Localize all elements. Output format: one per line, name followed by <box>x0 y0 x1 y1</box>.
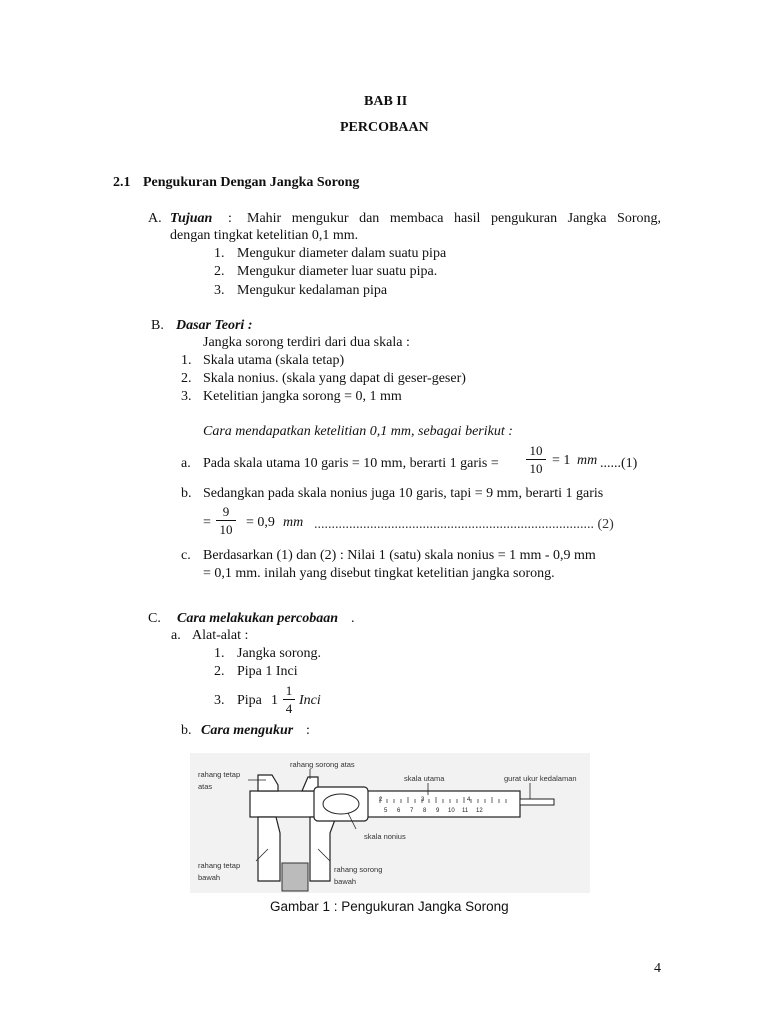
method-c-letter: c. <box>181 548 191 563</box>
alat-item-num: 3. <box>214 693 225 708</box>
label-skala-nonius: skala nonius <box>364 832 406 841</box>
fine-number: 7 <box>410 808 414 814</box>
alat-item-text: Pipa <box>237 693 262 708</box>
section-number: 2.1 <box>113 175 131 190</box>
nonius-window <box>323 794 359 814</box>
method-title: Cara mendapatkan ketelitian 0,1 mm, sebagai berikut : <box>203 424 513 439</box>
scale-number: 4 <box>467 797 471 803</box>
teori-item-num: 1. <box>181 353 192 368</box>
fine-number: 8 <box>423 808 427 814</box>
depth-rod <box>520 799 554 805</box>
method-a-letter: a. <box>181 456 191 471</box>
fraction-numerator: 1 <box>285 683 293 698</box>
fraction-1-4 <box>283 684 295 715</box>
cara-mengukur-letter: b. <box>181 723 192 738</box>
section-title: Pengukuran Dengan Jangka Sorong <box>143 175 360 190</box>
part-a-colon: : <box>228 211 232 226</box>
fraction-bar <box>526 459 546 460</box>
tujuan-item-num: 3. <box>214 283 225 298</box>
alat-item-text: Jangka sorong. <box>237 646 321 661</box>
part-a-letter: A. <box>148 211 162 226</box>
chapter-heading: BAB II <box>364 94 408 109</box>
method-b-ref: ................................................................................ (2) <box>314 517 614 532</box>
fraction-denominator: 10 <box>219 522 233 537</box>
tujuan-item-num: 1. <box>214 246 225 261</box>
cara-mengukur-colon: : <box>306 723 310 738</box>
fine-number: 9 <box>436 808 440 814</box>
part-a-label: Tujuan <box>170 211 213 226</box>
label-rahang-tetap-atas: rahang tetap <box>198 770 241 779</box>
fraction-numerator: 9 <box>222 504 230 519</box>
label-rahang-sorong-bawah-2: bawah <box>334 877 357 886</box>
fraction-10-10 <box>526 444 546 475</box>
tujuan-item-text: Mengukur kedalaman pipa <box>237 283 388 298</box>
method-c-line1: Berdasarkan (1) dan (2) : Nilai 1 (satu) skala nonius = 1 mm - 0,9 mm <box>203 548 596 563</box>
method-a-text: Pada skala utama 10 garis = 10 mm, berarti 1 garis = <box>203 456 499 471</box>
teori-item-text: Skala nonius. (skala yang dapat di geser-geser) <box>203 371 466 386</box>
vernier-caliper-figure <box>190 753 590 893</box>
part-c-label: Cara melakukan percobaan <box>177 611 339 626</box>
tujuan-item-text: Mengukur diameter luar suatu pipa. <box>237 264 438 279</box>
label-rahang-sorong-bawah: rahang sorong <box>334 865 383 874</box>
teori-item-text: Ketelitian jangka sorong = 0, 1 mm <box>203 389 402 404</box>
label-rahang-sorong-atas: rahang sorong atas <box>290 760 355 769</box>
fixed-lower-jaw <box>258 817 280 881</box>
alat-letter: a. <box>171 628 181 643</box>
teori-item-text: Skala utama (skala tetap) <box>203 353 345 368</box>
fine-number: 10 <box>448 808 455 814</box>
scale-number: 2 <box>379 797 383 803</box>
fine-number: 11 <box>462 808 469 814</box>
label-skala-utama: skala utama <box>404 774 445 783</box>
method-b-letter: b. <box>181 486 192 501</box>
mixed-number-whole: 1 <box>271 693 278 708</box>
figure-caption: Gambar 1 : Pengukuran Jangka Sorong <box>270 899 509 914</box>
tujuan-item-num: 2. <box>214 264 225 279</box>
fraction-bar <box>216 520 236 521</box>
method-a-ref: ......(1) <box>600 456 638 471</box>
cara-mengukur-label: Cara mengukur <box>201 723 294 738</box>
fraction-denominator: 4 <box>285 701 293 716</box>
label-rahang-tetap-bawah-2: bawah <box>198 873 221 882</box>
part-b-intro: Jangka sorong terdiri dari dua skala : <box>203 335 410 350</box>
method-a-unit: mm <box>577 453 598 468</box>
method-c-line2: = 0,1 mm. inilah yang disebut tingkat ketelitian jangka sorong. <box>203 566 555 581</box>
label-gurat-ukur: gurat ukur kedalaman <box>504 774 577 783</box>
measured-object <box>282 863 308 891</box>
label-rahang-tetap-bawah: rahang tetap <box>198 861 241 870</box>
chapter-title: PERCOBAAN <box>340 120 429 135</box>
fine-number: 5 <box>384 808 388 814</box>
part-a-line2: dengan tingkat ketelitian 0,1 mm. <box>170 228 359 243</box>
page-number: 4 <box>654 961 661 976</box>
method-b-text: Sedangkan pada skala nonius juga 10 garis, tapi = 9 mm, berarti 1 garis <box>203 486 604 501</box>
fraction-bar <box>283 699 295 700</box>
method-a-result: = 1 <box>552 453 571 468</box>
part-a-line1: Mahir mengukur dan membaca hasil pengukuran Jangka Sorong, <box>247 211 661 226</box>
fraction-9-10 <box>216 505 236 536</box>
part-b-label: Dasar Teori : <box>176 318 253 333</box>
method-b-result: = 0,9 <box>246 515 275 530</box>
alat-item-text: Pipa 1 Inci <box>237 664 298 679</box>
alat-text: Alat-alat : <box>192 628 249 643</box>
alat-item-num: 2. <box>214 664 225 679</box>
label-rahang-tetap-atas-2: atas <box>198 782 213 791</box>
method-b-unit: mm <box>283 515 304 530</box>
part-c-dot: . <box>351 611 355 626</box>
fraction-numerator: 10 <box>529 443 543 458</box>
fine-number: 12 <box>476 808 483 814</box>
teori-item-num: 2. <box>181 371 192 386</box>
part-b-letter: B. <box>151 318 164 333</box>
alat-item-num: 1. <box>214 646 225 661</box>
tujuan-item-text: Mengukur diameter dalam suatu pipa <box>237 246 447 261</box>
part-c-letter: C. <box>148 611 161 626</box>
scale-number: 3 <box>421 797 425 803</box>
fine-number: 6 <box>397 808 401 814</box>
fraction-denominator: 10 <box>529 461 543 476</box>
teori-item-num: 3. <box>181 389 192 404</box>
alat-item-unit: Inci <box>299 693 321 708</box>
method-b-eq: = <box>203 515 211 530</box>
